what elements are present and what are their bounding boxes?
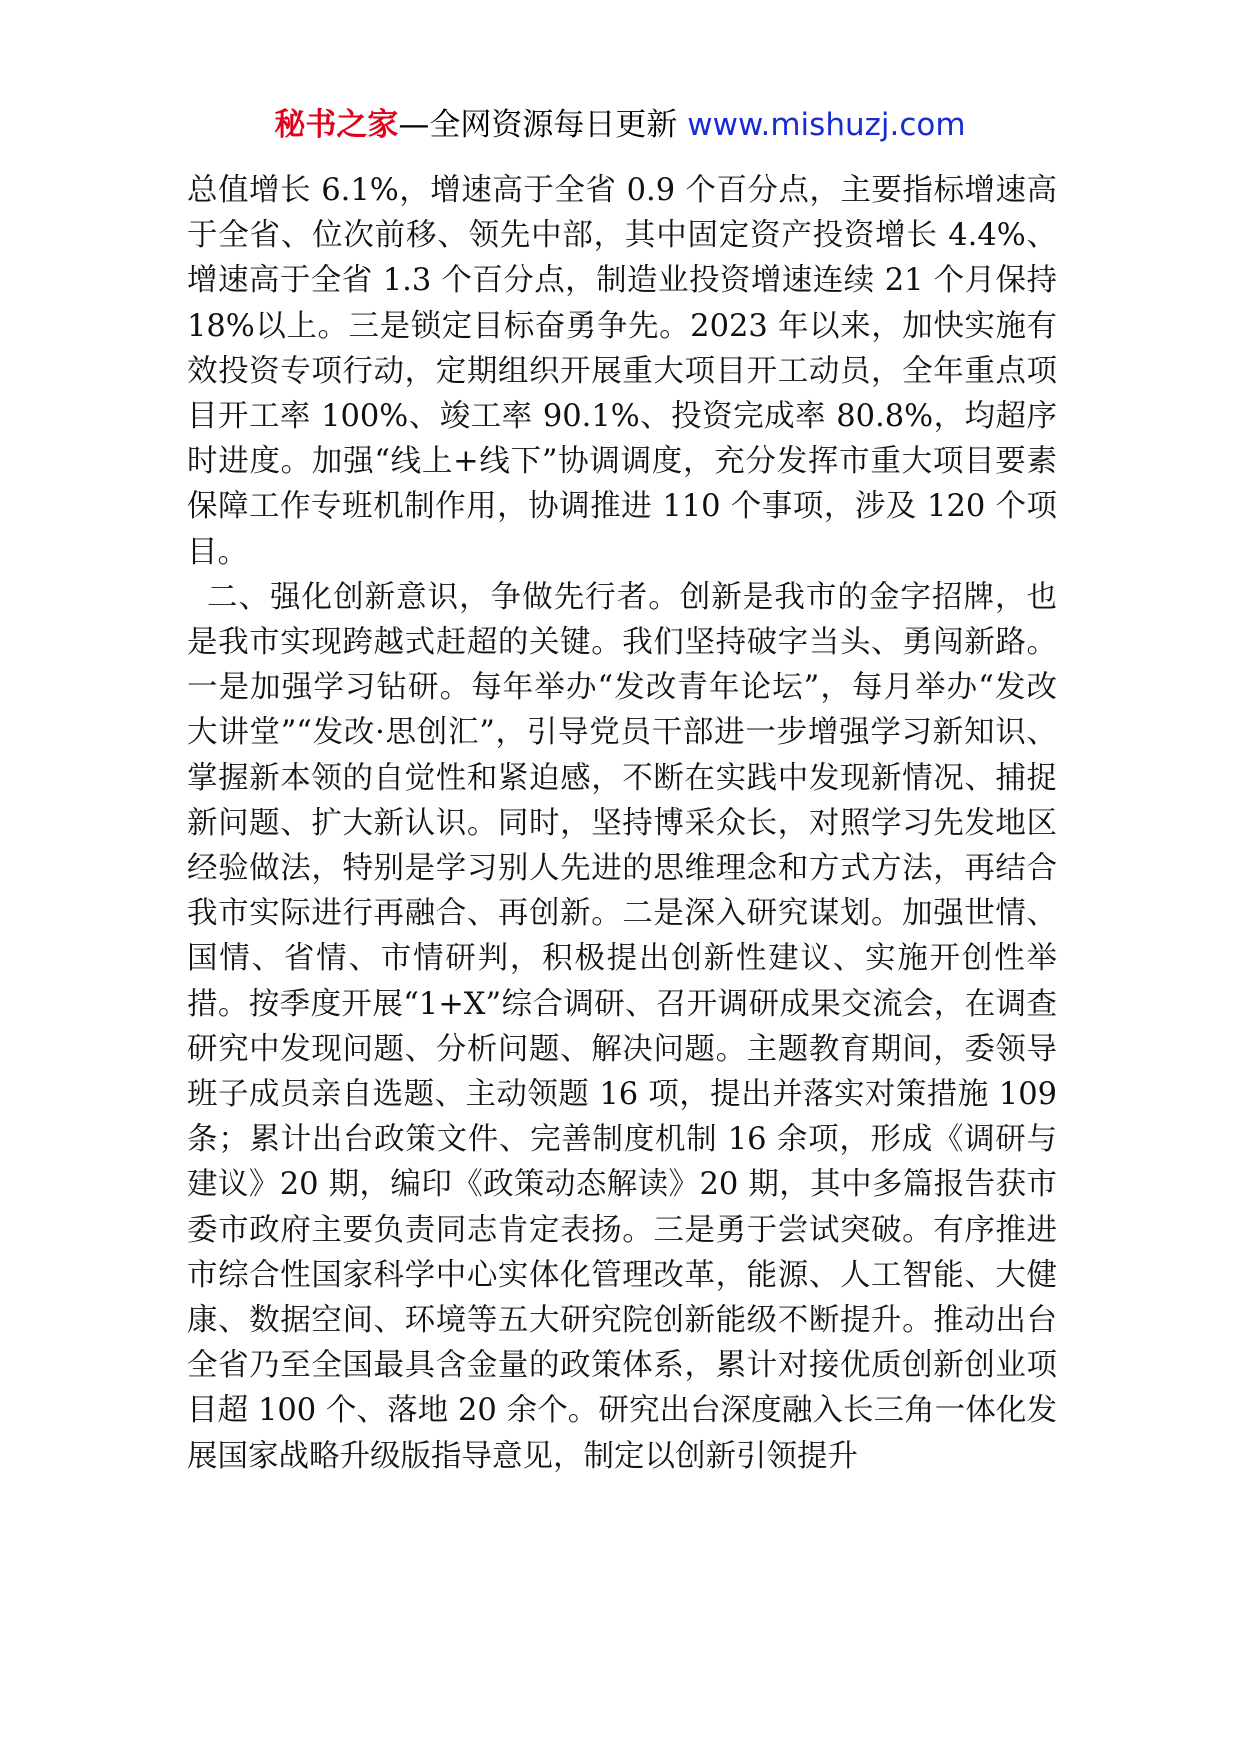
- header-tagline: —全网资源每日更新: [398, 107, 688, 143]
- paragraph-section-two: 二、强化创新意识，争做先行者。创新是我市的金字招牌，也是我市实现跨越式赶超的关键。我们坚持破字当头、勇闯新路。一是加强学习钻研。每年举办“发改青年论坛”，每月举办“发改大讲堂”“发改·思创汇”，引导党员干部进一步增强学习新知识、掌握新本领的自觉性和紧迫感，不断在实践中发现新情况、捕捉新问题、扩大新认识。同时，坚持博采众长，对照学习先发地区经验做法，特别是学习别人先进的思维理念和方式方法，再结合我市实际进行再融合、再创新。二是深入研究谋划。加强世情、国情、省情、市情研判，积极提出创新性建议、实施开创性举措。按季度开展“1+X”综合调研、召开调研成果交流会，在调查研究中发现问题、分析问题、解决问题。主题教育期间，委领导班子成员亲自选题、主动领题 16 项，提出并落实对策措施 109 条；累计出台政策文件、完善制度机制 16 余项，形成《调研与建议》20 期，编印《政策动态解读》20 期，其中多篇报告获市委市政府主要负责同志肯定表扬。三是勇于尝试突破。有序推进市综合性国家科学中心实体化管理改革，能源、人工智能、大健康、数据空间、环境等五大研究院创新能级不断提升。推动出台全省乃至全国最具含金量的政策体系，累计对接优质创新创业项目超 100 个、落地 20 余个。研究出台深度融入长三角一体化发展国家战略升级版指导意见，制定以创新引领提升: [187, 579, 1057, 1474]
- document-body: [187, 168, 1057, 1479]
- page-header: [0, 98, 1240, 152]
- paragraph-continued: 总值增长 6.1%，增速高于全省 0.9 个百分点，主要指标增速高于全省、位次前移、领先中部，其中固定资产投资增长 4.4%、增速高于全省 1.3 个百分点，制造业投资增速连续 21 个月保持 18%以上。三是锁定目标奋勇争先。2023 年以来，加快实施有效投资专项行动，定期组织开展重大项目开工动员，全年重点项目开工率 100%、竣工率 90.1%、投资完成率 80.8%，均超序时进度。加强“线上+线下”协调调度，充分发挥市重大项目要素保障工作专班机制作用，协调推进 110 个事项，涉及 120 个项目。: [187, 173, 1057, 570]
- header-url-link[interactable]: www.mishuzj.com: [687, 107, 966, 143]
- brand-name: 秘书之家: [274, 107, 399, 143]
